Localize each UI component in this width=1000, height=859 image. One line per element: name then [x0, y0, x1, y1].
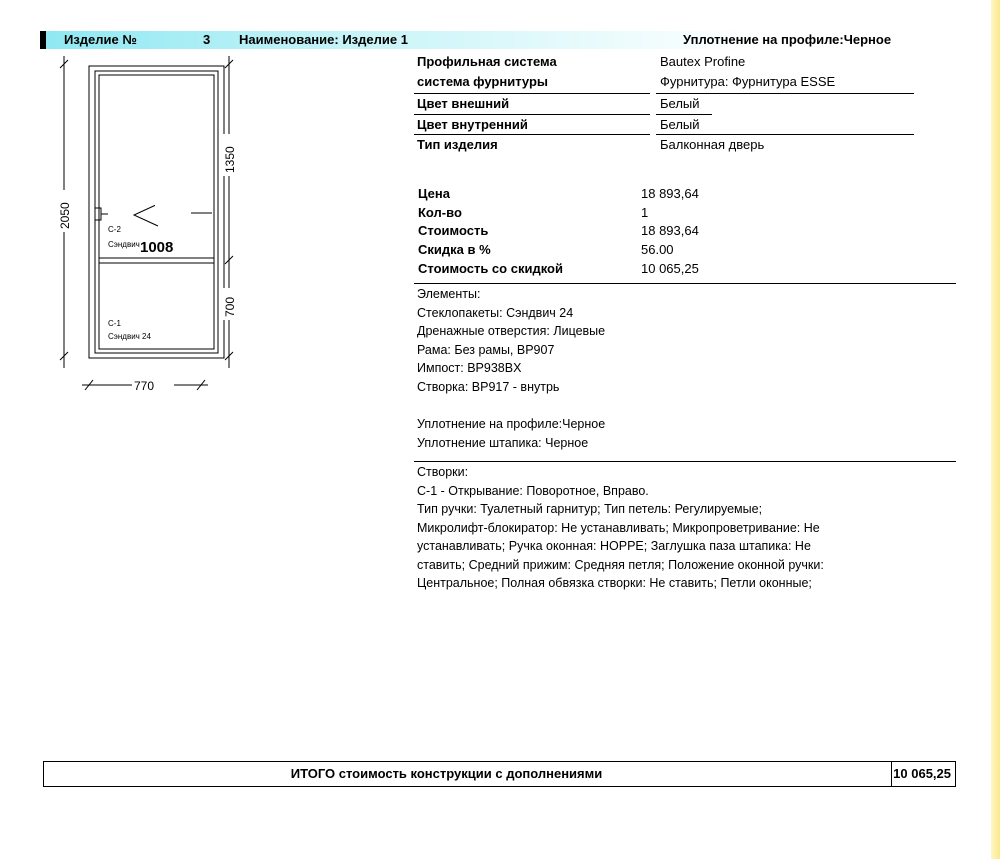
- prop-label: Цвет внутренний: [417, 117, 528, 132]
- price-value: 56.00: [641, 242, 674, 257]
- item-number-label: Изделие №: [64, 32, 137, 47]
- total-label: ИТОГО стоимость конструкции с дополнениями: [290, 766, 603, 781]
- dim-lower: 700: [223, 296, 237, 317]
- prop-value: Фурнитура: Фурнитура ESSE: [660, 74, 836, 89]
- sashes-line: ставить; Средний прижим: Средняя петля; Положение оконной ручки:: [417, 557, 824, 572]
- sashes-line: Микролифт-блокиратор: Не устанавливать; Микропроветривание: Не: [417, 520, 820, 535]
- elements-block: [417, 285, 605, 396]
- prop-label: Профильная система: [417, 54, 557, 69]
- divider: [656, 134, 914, 135]
- seals-block: [417, 415, 605, 452]
- sashes-line: Створки:: [417, 465, 469, 479]
- sashes-line: Центральное; Полная обвязка створки: Не ставить; Петли оконные;: [417, 576, 812, 590]
- prop-label: система фурнитуры: [417, 74, 549, 89]
- handle-icon: [95, 208, 101, 220]
- price-value: 1: [641, 205, 649, 220]
- total-value: 10 065,25: [893, 766, 951, 781]
- door-drawing-svg: [52, 52, 242, 412]
- price-value: 18 893,64: [641, 223, 699, 238]
- price-label: Кол-во: [418, 205, 462, 220]
- sashes-block: [417, 463, 824, 593]
- price-label: Стоимость: [418, 223, 489, 238]
- door-drawing: [52, 52, 242, 412]
- seals-line: Уплотнение на профиле:Черное: [417, 417, 606, 431]
- dim-width: 770: [134, 379, 155, 393]
- elements-line: Створка: BP917 - внутрь: [417, 379, 560, 394]
- opening-direction-chevron: [134, 204, 158, 226]
- divider: [414, 134, 650, 135]
- item-header-bar: [40, 31, 955, 49]
- elements-line: Импост: BP938BX: [417, 361, 522, 375]
- item-name: Наименование: Изделие 1: [239, 32, 408, 47]
- divider: [414, 283, 956, 284]
- divider: [414, 93, 650, 94]
- divider: [414, 114, 650, 115]
- prop-value: Белый: [660, 117, 700, 132]
- prop-label: Тип изделия: [417, 137, 498, 152]
- sash-upper-fill: Сэндвич: [108, 240, 140, 249]
- elements-line: Рама: Без рамы, BP907: [417, 342, 555, 357]
- divider: [656, 114, 712, 115]
- header-seal-info: Уплотнение на профиле:Черное: [683, 32, 892, 47]
- page-edge-strip: [991, 0, 1000, 859]
- price-label: Скидка в %: [418, 242, 491, 257]
- header-marker: [40, 31, 46, 49]
- prop-value: Bautex Profine: [660, 54, 746, 69]
- sashes-line: Тип ручки: Туалетный гарнитур; Тип петель: Регулируемые;: [417, 502, 763, 516]
- price-label: Стоимость со скидкой: [418, 261, 563, 276]
- divider: [414, 461, 956, 462]
- elements-line: Дренажные отверстия: Лицевые: [417, 324, 606, 338]
- item-number: 3: [203, 32, 211, 47]
- sashes-line: С-1 - Открывание: Поворотное, Вправо.: [417, 483, 649, 498]
- total-row: [43, 761, 956, 787]
- elements-line: Стеклопакеты: Сэндвич 24: [417, 305, 574, 320]
- prop-value: Балконная дверь: [660, 137, 765, 152]
- sash-upper-width: 1008: [140, 239, 174, 256]
- price-label: Цена: [418, 186, 450, 201]
- divider: [656, 93, 914, 94]
- prop-value: Белый: [660, 96, 700, 111]
- dim-upper: 1350: [223, 146, 237, 173]
- prop-label: Цвет внешний: [417, 96, 510, 111]
- total-divider: [891, 762, 892, 786]
- price-value: 10 065,25: [641, 261, 699, 276]
- dim-total-height: 2050: [58, 202, 72, 229]
- price-value: 18 893,64: [641, 186, 699, 201]
- sash-upper-code: С-2: [108, 225, 121, 234]
- sashes-line: устанавливать; Ручка оконная: HOPPE; Заглушка паза штапика: Не: [417, 539, 811, 553]
- sash-lower-code: С-1: [108, 319, 121, 328]
- sash-lower-fill: Сэндвич 24: [108, 332, 151, 341]
- seals-line: Уплотнение штапика: Черное: [417, 435, 589, 450]
- elements-line: Элементы:: [417, 287, 481, 301]
